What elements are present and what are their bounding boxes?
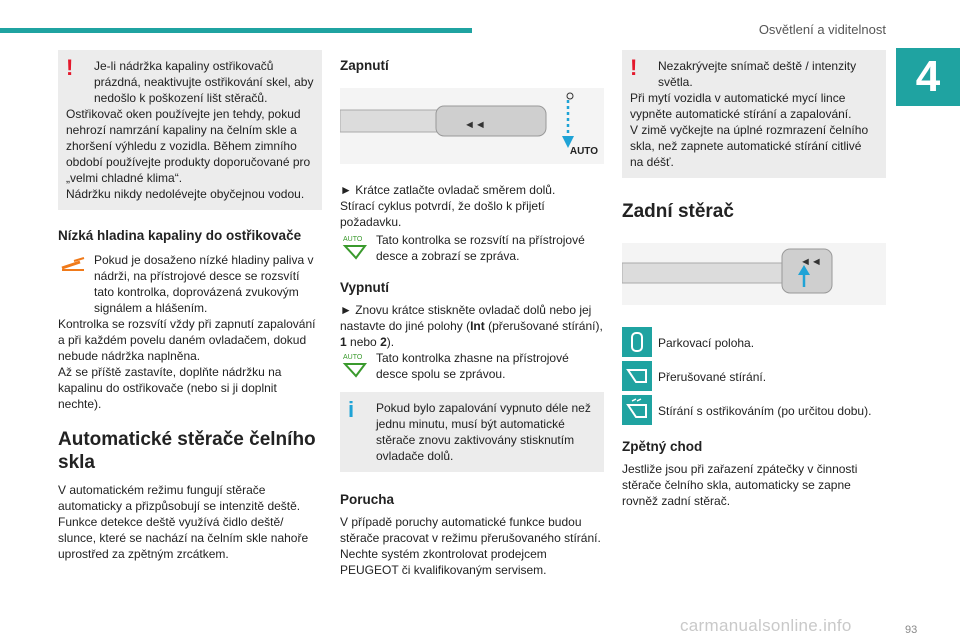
fault-text: V případě poruchy automatické funkce budou stěrače pracovat v režimu přerušovaného stírání. [340, 515, 601, 545]
warning-box [58, 50, 322, 210]
on-confirm: Stírací cyklus potvrdí, že došlo k přijetí požadavku. [340, 199, 545, 229]
off-step-part: ► Znovu krátce stiskněte ovladač dolů nebo jej nastavte do jiné polohy ( [340, 303, 592, 333]
reverse-title: Zpětný chod [622, 439, 703, 454]
low-level-text: Pokud je dosaženo nízké hladiny paliva v nádrži, na přístrojové desce se rozsvítí tato kontrolka, doprovázená zvukovým signálem a hlášením. [94, 253, 314, 315]
low-level-title: Nízká hladina kapaliny do ostřikovače [58, 228, 302, 243]
rear-wiper-title: Zadní stěrač [622, 201, 734, 222]
washer-warning-icon [58, 252, 88, 282]
fault-text: Nechte systém zkontrolovat prodejcem PEUGEOT či kvalifikovaným servisem. [340, 547, 547, 577]
off-one: 1 [340, 335, 347, 349]
warning-text: Ostřikovač oken používejte jen tehdy, pokud nehrozí namrzání kapaliny na čelním skle a zhoršení výhledu z vozidla. Během zimního období používejte produkty doporučované pro „velmi chladné klima“. [66, 107, 311, 185]
wiper-stalk-diagram [340, 88, 604, 164]
wipe-wash-icon [622, 395, 652, 425]
warning-text: Nádržku nikdy nedolévejte obyčejnou vodou. [66, 187, 305, 201]
rear-wiper-diagram [622, 243, 886, 305]
svg-text:AUTO: AUTO [343, 236, 363, 243]
low-level-indicator [58, 252, 322, 316]
svg-text:◄◄: ◄◄ [800, 256, 822, 268]
warning-box [622, 50, 886, 178]
reverse-text: Jestliže jsou při zařazení zpátečky v činnosti stěrače čelního skla, automaticky se zapne rovněž zadní stěrač. [622, 462, 858, 508]
off-int: Int [470, 319, 485, 333]
park-position-icon [622, 327, 652, 357]
rear-wiper-illustration [622, 243, 886, 305]
off-step-part: nebo [346, 335, 381, 349]
top-accent-bar [0, 28, 472, 33]
rear-mode-text: Parkovací poloha. [658, 336, 755, 350]
on-title: Zapnutí [340, 58, 389, 73]
info-icon: i [348, 397, 355, 422]
wiper-stalk-illustration [340, 88, 604, 164]
auto-indicator-text: Tato kontrolka se rozsvítí na přístrojové desce a zobrazí se zpráva. [376, 233, 585, 263]
intermittent-wipe-icon [622, 361, 652, 391]
chapter-number: 4 [896, 48, 960, 106]
fault-title: Porucha [340, 492, 395, 507]
page-number: 93 [905, 624, 918, 636]
warning-text: Při mytí vozidla v automatické mycí lince vypněte automatické stírání a zapalování. [630, 91, 852, 121]
warning-text: Nezakrývejte snímač deště / intenzity světla. [658, 59, 857, 89]
rear-mode-wash [622, 395, 886, 429]
column-2 [340, 50, 604, 578]
auto-label: AUTO [569, 146, 598, 157]
column-3 [622, 50, 886, 509]
info-text: Pokud bylo zapalování vypnuto déle než jednu minutu, musí být automatické stěrače znovu zaktivovány stisknutím ovladače dolů. [376, 401, 591, 463]
warning-icon: ! [630, 55, 638, 80]
auto-wipe-icon [340, 232, 370, 262]
low-level-text: Kontrolka se rozsvítí vždy při zapnutí zapalování a při každém povelu daném ovladačem, dokud nebude nádržka naplněna. [58, 317, 316, 363]
auto-wipe-off-icon [340, 350, 370, 380]
svg-text:AUTO: AUTO [343, 354, 363, 361]
off-two: 2 [380, 335, 387, 349]
watermark: carmanualsonline.info [680, 616, 852, 635]
rear-mode-text: Přerušované stírání. [658, 370, 767, 384]
rear-mode-park [622, 327, 886, 361]
rear-mode-text: Stírání s ostřikováním (po určitou dobu). [658, 404, 872, 418]
warning-icon: ! [66, 55, 74, 80]
off-indicator-row [340, 350, 604, 384]
svg-text:◄◄: ◄◄ [464, 119, 486, 131]
auto-wipers-text: V automatickém režimu fungují stěrače automaticky a přizpůsobují se intenzitě deště. [58, 483, 301, 513]
rear-mode-intermittent [622, 361, 886, 395]
off-indicator-text: Tato kontrolka zhasne na přístrojové desce spolu se zprávou. [376, 351, 569, 381]
warning-text: V zimě vyčkejte na úplné rozmrazení čelního skla, než zapnete automatické stírání citlivé na déšť. [630, 123, 869, 169]
warning-text: Je-li nádržka kapaliny ostřikovačů prázdná, neaktivujte ostřikování skel, aby nedošlo k poškození lišt stěračů. [94, 59, 314, 105]
section-header: Osvětlení a viditelnost [758, 22, 886, 37]
auto-indicator-row [340, 232, 604, 266]
auto-wipers-text: Funkce detekce deště využívá čidlo deště/ slunce, které se nachází na čelním skle nahoře uprostřed za zpětným zrcátkem. [58, 515, 309, 561]
on-step: ► Krátce zatlačte ovladač směrem dolů. [340, 183, 556, 197]
off-step-part: ). [386, 335, 395, 349]
low-level-text: Až se příště zastavíte, doplňte nádržku na kapalinu do ostřikovače (nebo si ji doplnit nechte). [58, 365, 282, 411]
column-1 [58, 50, 322, 562]
info-box [340, 392, 604, 472]
off-step [340, 302, 604, 350]
off-step-part: (přerušované stírání), [484, 319, 603, 333]
off-title: Vypnutí [340, 280, 389, 295]
auto-wipers-title: Automatické stěrače čelního skla [58, 429, 316, 473]
